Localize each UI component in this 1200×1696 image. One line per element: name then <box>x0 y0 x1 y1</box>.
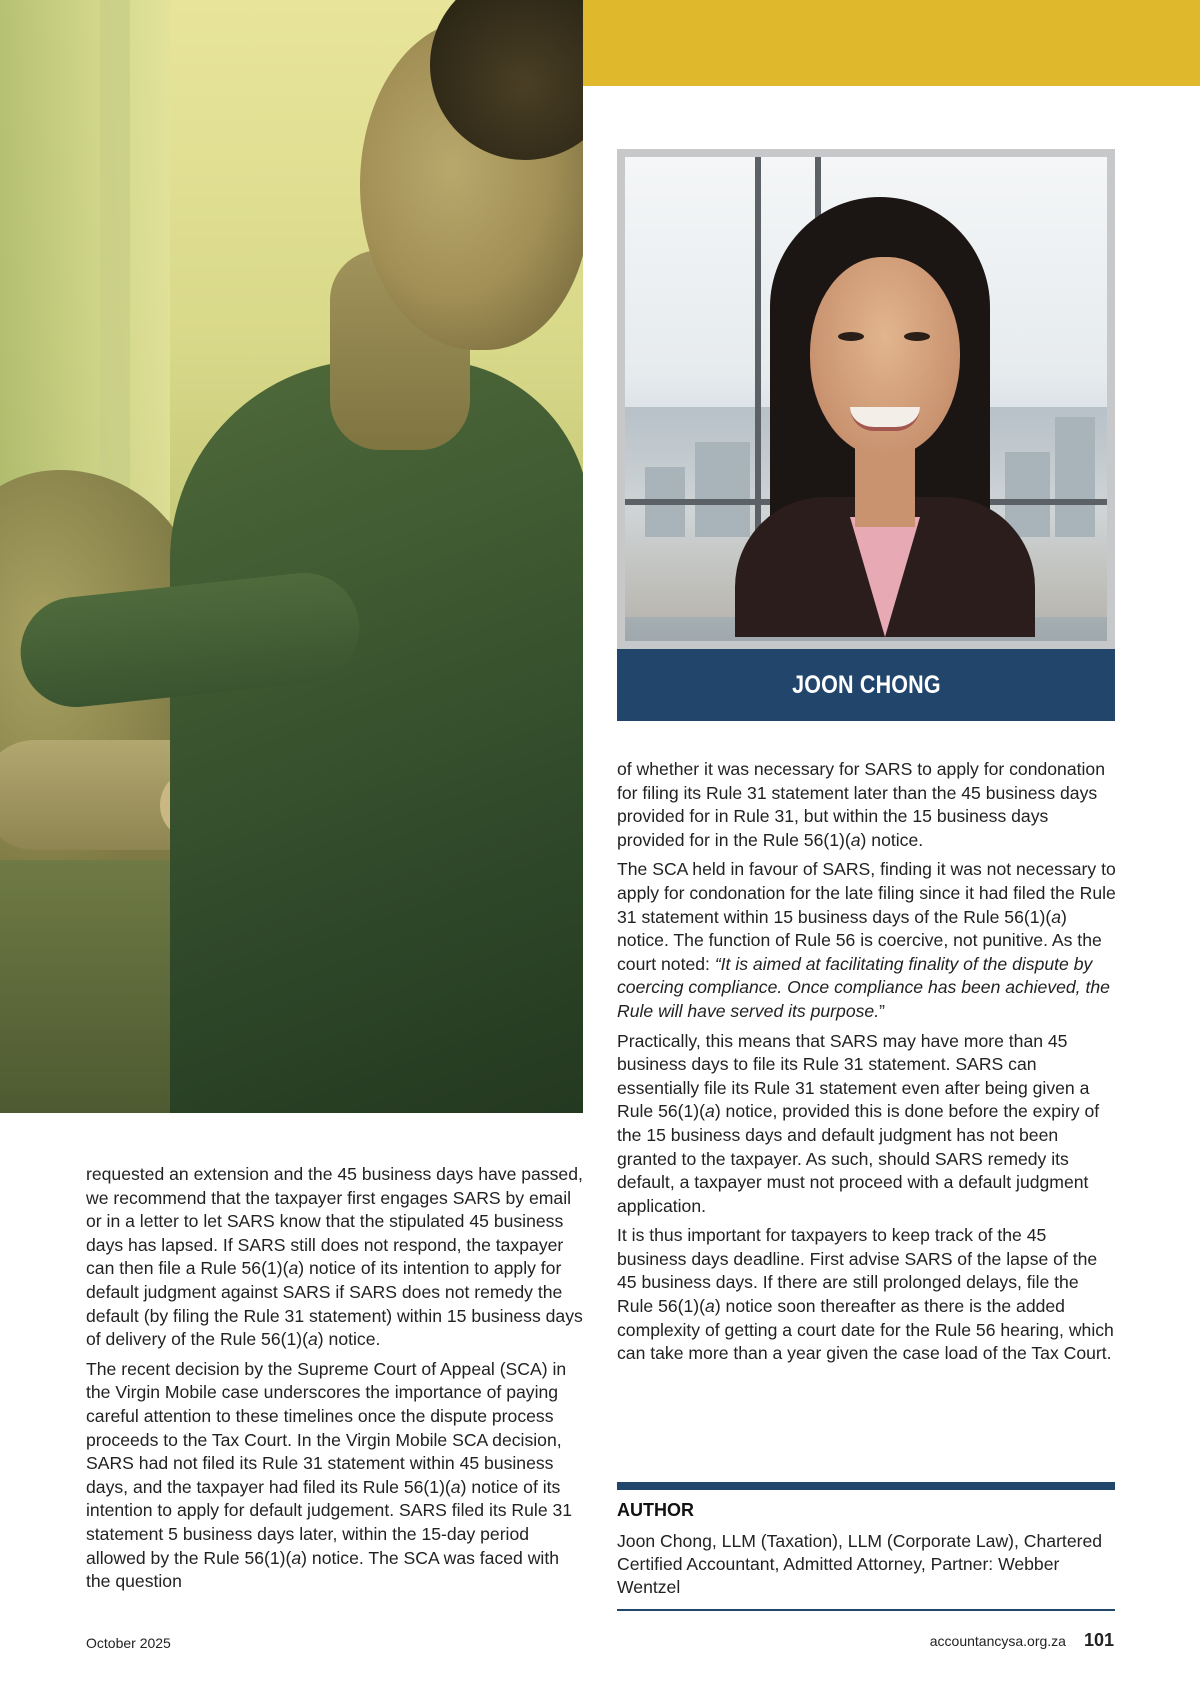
italic-text: a <box>291 1547 302 1568</box>
italic-text: a <box>307 1329 318 1350</box>
paragraph-text: It is thus important for taxpayers to keep track of the 45 business days deadline. First advise SARS of the lapse of the 45 business days. If there are still prolonged delays, file the Rule 56(1)( <box>617 1225 1098 1317</box>
window-frame <box>100 0 130 560</box>
author-heading: AUTHOR <box>617 1500 694 1520</box>
body-column-left <box>86 1163 586 1600</box>
paragraph-text: ” <box>879 1000 885 1021</box>
italic-text: a <box>1051 906 1062 927</box>
paragraph-text: ) notice soon thereafter as there is the added complexity of getting a court date for the Rule 56 hearing, which can take more than a year given the case load of the Tax Court. <box>617 1296 1114 1364</box>
neck <box>855 447 915 527</box>
italic-text: a <box>705 1101 715 1122</box>
paragraph-text: ) notice. <box>317 1329 381 1350</box>
body-paragraph <box>617 758 1117 852</box>
body-paragraph <box>617 1224 1117 1366</box>
italic-text: a <box>850 829 861 850</box>
author-portrait <box>617 149 1115 649</box>
body-column-right <box>617 758 1117 1372</box>
page-number: 101 <box>1083 1630 1114 1650</box>
paragraph-text: ) notice. <box>860 829 924 850</box>
italic-text: “It is aimed at facilitating finality of the dispute by coercing compliance. Once compliance has been achieved, the Rule will have served its purpose. <box>617 953 1110 1021</box>
paragraph-text: ) notice, provided this is done before the expiry of the 15 business days and default judgment has not been granted to the taxpayer. As such, should SARS remedy its default, a taxpayer must not proceed with a default judgment application. <box>617 1101 1100 1216</box>
paragraph-text: ) notice of its intention to apply for default judgment against SARS if SARS does not remedy the default (by filing the Rule 31 statement) within 15 business days of delivery of the Rule 56(1)( <box>86 1258 583 1350</box>
right-eye <box>904 332 930 341</box>
body-paragraph <box>86 1163 586 1352</box>
paragraph-text: ) notice of its intention to apply for default judgement. SARS filed its Rule 31 statement 5 business days later, within the 15-day period allowed by the Rule 56(1)( <box>86 1476 573 1568</box>
author-credentials: Joon Chong, LLM (Taxation), LLM (Corporate Law), Chartered Certified Accountant, Admitted Attorney, Partner: Webber Wentzel <box>617 1531 1103 1597</box>
author-divider <box>617 1482 1115 1490</box>
left-eye <box>838 332 864 341</box>
footer-right <box>930 1630 1114 1651</box>
window-light <box>0 0 170 520</box>
paragraph-text: of whether it was necessary for SARS to apply for condonation for filing its Rule 31 statement later than the 45 business days provided for in Rule 31, but within the 15 business days provided for in the Rule 56(1)( <box>617 759 1105 850</box>
italic-text: a <box>288 1258 299 1279</box>
paragraph-text: requested an extension and the 45 business days have passed, we recommend that the taxpayer first engages SARS by email or in a letter to let SARS know that the stipulated 45 business days has lapsed. If SARS still does not respond, the taxpayer can then file a Rule 56(1)( <box>86 1164 583 1279</box>
author-name: JOON CHONG <box>791 670 941 699</box>
paragraph-text: The SCA held in favour of SARS, finding it was not necessary to apply for condonation for the late filing since it had filed the Rule 31 statement within 15 business days of the Rule 56(1)( <box>617 859 1116 927</box>
paragraph-text: ) notice. The SCA was faced with the question <box>86 1547 560 1592</box>
italic-text: a <box>705 1296 715 1317</box>
paragraph-text: ) notice. The function of Rule 56 is coercive, not punitive. As the court noted: <box>617 906 1102 974</box>
issue-date: October 2025 <box>86 1635 171 1651</box>
author-name-bar <box>617 649 1115 721</box>
foreground-person <box>170 360 583 1113</box>
meeting-photo <box>0 0 583 1113</box>
body-paragraph <box>86 1358 586 1594</box>
body-paragraph <box>617 858 1117 1023</box>
body-paragraph <box>617 1030 1117 1219</box>
header-accent-bar <box>583 0 1200 86</box>
italic-text: a <box>450 1476 461 1497</box>
paragraph-text: Practically, this means that SARS may have more than 45 business days to file its Rule 31 statement. SARS can essentially file its Rule 31 statement even after being given a Rule 56(1)( <box>617 1030 1090 1122</box>
author-bottom-divider <box>617 1609 1115 1611</box>
website-link[interactable]: accountancysa.org.za <box>929 1633 1066 1649</box>
paragraph-text: The recent decision by the Supreme Court of Appeal (SCA) in the Virgin Mobile case underscores the importance of paying careful attention to these timelines once the dispute process proceeds to the Tax Court. In the Virgin Mobile SCA decision, SARS had not filed its Rule 31 statement within 45 business days, and the taxpayer had filed its Rule 56(1)( <box>86 1358 567 1497</box>
